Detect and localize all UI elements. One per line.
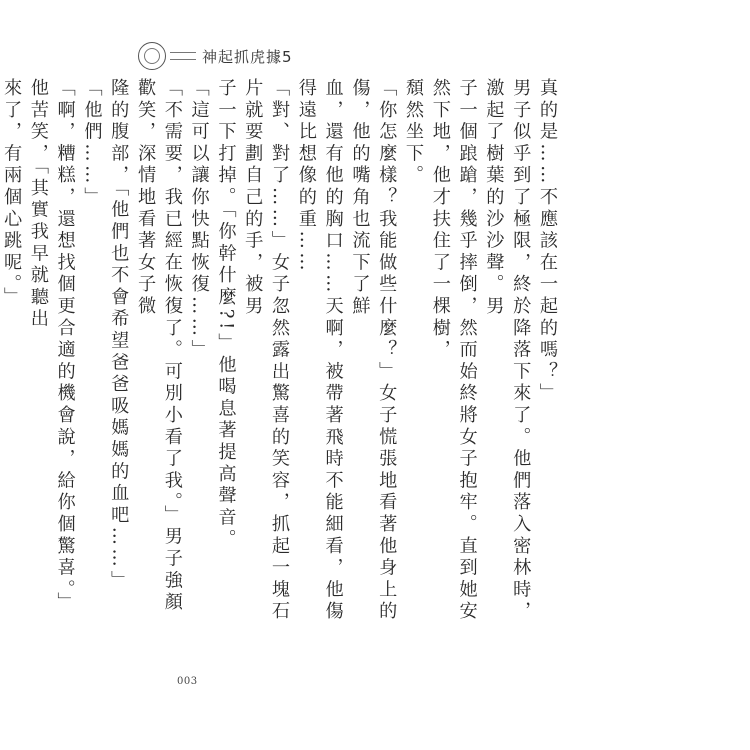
text-line: 「不需要，我已經在恢復了。可別小看了我。」男子強顏歡笑，深情地看著女子微	[135, 78, 183, 614]
text-line: 真的是……不應該在一起的嗎？」	[537, 78, 558, 405]
page-number: 003	[177, 676, 198, 687]
round-emblem-icon	[138, 42, 166, 70]
text-line: 「你怎麼樣？我能做些什麼？」女子慌張地看著他身上的傷，他的嘴角也流下了鮮	[349, 78, 398, 623]
text-line: 「啊，糟糕，還想找個更合適的機會說，給你個驚喜。」他苦笑，「其實我早就聽出	[27, 78, 76, 614]
text-line: 「對、對了……」女子忽然露出驚喜的笑容，抓起一塊石片就要劃自己的手，被男	[242, 78, 291, 623]
text-line: 子一個踉蹌，幾乎摔倒，然而始終將女子抱牢。直到她安然下地，他才扶住了一棵樹，	[429, 78, 478, 623]
text-line: 來了，有兩個心跳呢。」	[1, 78, 23, 309]
text-line: 頹然坐下。	[403, 78, 425, 187]
text-line: 「他們……」	[81, 78, 103, 209]
text-line: 隆的腹部，「他們也不會希望爸爸吸媽媽的血吧……」	[108, 78, 130, 593]
page-body-text	[1, 78, 560, 633]
series-title: 神起抓虎據5	[202, 47, 293, 66]
text-line: 「這可以讓你快點恢復……」	[188, 78, 210, 362]
header-ornament	[170, 52, 196, 60]
text-line: 男子似乎到了極限，終於降落下來了。他們落入密林時，激起了樹葉的沙沙聲。男	[483, 78, 532, 623]
text-line: 子一下打掉。「你幹什麼?!」他喝息著提高聲音。	[215, 78, 237, 551]
running-header	[138, 42, 293, 70]
text-line: 血，還有他的胸口……天啊，被帶著飛時不能細看，他傷得遠比想像的重……	[295, 78, 344, 623]
